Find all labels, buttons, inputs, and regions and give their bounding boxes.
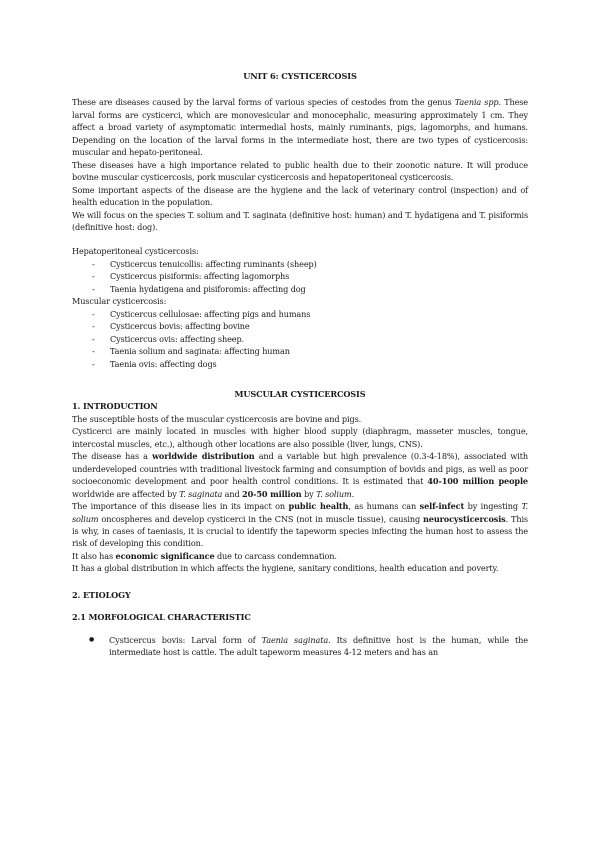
- muscular-label: Muscular cysticercosis:: [72, 296, 167, 307]
- heading-introduction: 1. INTRODUCTION: [72, 401, 158, 412]
- section-title: MUSCULAR CYSTICERCOSIS: [234, 388, 366, 399]
- heading-etiology: 2. ETIOLOGY: [72, 589, 131, 600]
- paragraph: Cysticerci are mainly located in muscles with higher blood supply (diaphragm, masseter muscles, tongue, intercostal muscles, etc.), although other locations are also possible (liver, lungs, CNS).: [72, 426, 528, 449]
- intro-paragraph-1: These are diseases caused by the larval forms of various species of cestodes from the genus Taenia spp. These larval forms are cysticerci, which are monovesicular and monocephalic, measuring approximately 1 cm. They affect a broad variety of asymptomatic intermedial hosts, mainly ruminants, pigs, lagomorphs, and humans. Depending on the location of the larval forms in the intermediate host, there are two types of cysticercosis: muscular and hepato-peritoneal.: [72, 97, 528, 158]
- list-item: - Taenia ovis: affecting dogs: [72, 358, 528, 370]
- morphology-list: [72, 634, 528, 659]
- paragraph: The disease has a worldwide distribution and a variable but high prevalence (0.3-4-18%), associated with underdeveloped countries with traditional livestock farming and consumption of bovids and pigs, as well as poor socioeconomic development and poor health control conditions. It is estimated that 40-100 million people worldwide are affected by T. saginata and 20-50 million by T. solium.: [72, 451, 528, 499]
- document-content: [72, 70, 528, 659]
- intro-paragraph-3: Some important aspects of the disease are the hygiene and the lack of veterinary control (inspection) and of health education in the population.: [72, 184, 528, 208]
- paragraph: It also has economic significance due to carcass condemnation.: [72, 550, 337, 561]
- muscular-list: [72, 308, 528, 370]
- list-item: - Cysticercus cellulosae: affecting pigs and humans: [72, 308, 528, 320]
- list-item: - Taenia solium and saginata: affecting human: [72, 345, 528, 357]
- hepato-label: Hepatoperitoneal cysticercosis:: [72, 246, 199, 257]
- paragraph: It has a global distribution in which affects the hygiene, sanitary conditions, health education and poverty.: [72, 563, 499, 574]
- intro-paragraph-2: These diseases have a high importance related to public health due to their zoonotic nature. It will produce bovine muscular cysticercosis, pork muscular cysticercosis and hepatoperitoneal cysticercosis.: [72, 159, 528, 183]
- list-item: - Taenia hydatigena and pisiforomis: affecting dog: [72, 283, 528, 295]
- intro-section: [72, 96, 528, 233]
- unit-title: UNIT 6: CYSTICERCOSIS: [243, 71, 357, 81]
- intro-paragraph-4: We will focus on the species T. solium and T. saginata (definitive host: human) and T. hydatigena and T. pisiformis (definitive host: dog).: [72, 209, 528, 232]
- list-item: - Cysticercus tenuicollis: affecting ruminants (sheep): [72, 258, 528, 270]
- list-item: - Cysticercus ovis: affecting sheep.: [72, 333, 528, 345]
- list-item: - Cysticercus bovis: affecting bovine: [72, 320, 528, 332]
- introduction-body: [72, 413, 528, 575]
- genus-name: Taenia spp: [454, 97, 499, 108]
- heading-morphology: 2.1 MORFOLOGICAL CHARACTERISTIC: [72, 612, 251, 623]
- paragraph: The susceptible hosts of the muscular cysticercosis are bovine and pigs.: [72, 413, 362, 424]
- list-item: - Cysticercus pisiformis: affecting lagomorphs: [72, 270, 528, 282]
- paragraph: The importance of this disease lies in its impact on public health, as humans can self-infect by ingesting T. solium oncospheres and develop cysticerci in the CNS (not in muscle tissue), causing neurocysticercosis. This is why, in cases of taeniasis, it is crucial to identify the tapeworm species infecting the human host to assess the risk of developing this condition.: [72, 501, 529, 549]
- hepato-list: [72, 258, 528, 295]
- list-item: ● Cysticercus bovis: Larval form of Taenia saginata. Its definitive host is the human, while the intermediate host is cattle. The adult tapeworm measures 4-12 meters and has an: [72, 634, 528, 659]
